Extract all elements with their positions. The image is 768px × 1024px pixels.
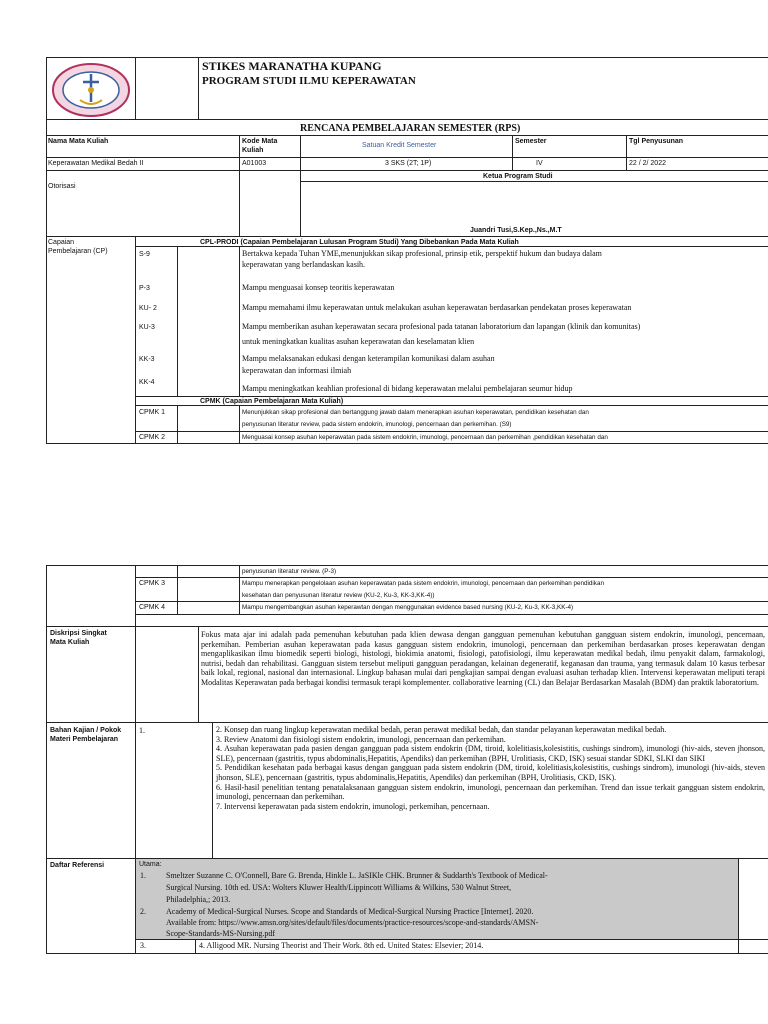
list-item: 2. Konsep dan ruang lingkup keperawatan medikal bedah, peran perawat medikal bedah, dan standar pelayanan keperawatan medikal bedah. xyxy=(216,725,667,734)
course-name-header: Nama Mata Kuliah xyxy=(48,138,109,145)
course-code-value: A01003 xyxy=(242,160,267,167)
cp-label: Capaian Pembelajaran (CP) xyxy=(48,239,108,255)
materials-label: Bahan Kajian / Pokok Materi Pembelajaran xyxy=(50,727,122,743)
institution-name: STIKES MARANATHA KUPANG xyxy=(202,59,382,73)
credits-value: 3 SKS (2T; 1P) xyxy=(385,160,432,167)
authorization-label: Otorisasi xyxy=(48,183,76,190)
materials-first-number: 1. xyxy=(139,726,145,735)
materials-list xyxy=(216,725,765,811)
date-value: 22 / 2/ 2022 xyxy=(629,160,666,167)
course-description: Fokus mata ajar ini adalah pada pemenuhan kebutuhan pada klien dewasa dengan gangguan pemenuhan kebutuhan gangguan sistem endokrin, imunologi, pencernaan, perkemihan. Pemberian asuhan keperawatan pada kasus gangguan sistem endokrin, imunologi, pencernaan dan perkemihan berdasarkan proses keperawatan dengan mengaplikasikan ilmu biomedik seperti biologi, histologi, biokimia anatomi, fisiologi, patofisiologi, ilmu keperawatan medikal bedah, ilmu penyakit dalam, farmakologi, nutrisi, bedah dan rehabilitasi. Gangguan sistem tersebut meliputi gangguan peradangan, kelainan degeneratif, keganasan dan trauma, yang termasuk dalam 10 kasus terbesar baik lokal, regional, nasional dan internasional. Lingkup bahasan mulai dari pengkajian sampai dengan evaluasi asuhan terhadap klien. Intervensi keperawatan meliputi terapi Modalitas Keperawatan pada berbagai kondisi termasuk terapi komplementer. collaborative learning (CL) dan Belajar Berdasarkan Masalah (BDM) dan praktik laboratorium. xyxy=(201,630,765,687)
reference-number: 3. xyxy=(140,941,146,950)
credits-header: Satuan Kredit Semester xyxy=(362,142,437,149)
description-label: Diskripsi Singkat Mata Kuliah xyxy=(50,630,107,646)
list-item: 6. Hasil-hasil penelitian tentang penatalaksanaan gangguan sistem endokrin, imunologi, pencernaan dan perkemihan. Trend dan issue terkait gangguan sistem endokrin, imunologi, pencernaan dan perkemihan. xyxy=(216,782,765,802)
semester-header: Semester xyxy=(515,138,547,145)
reference-item: 4. Alligood MR. Nursing Theorist and Their Work. 8th ed. United States: Elsevier; 2014. xyxy=(199,941,484,950)
head-of-program-label: Ketua Program Studi xyxy=(483,173,553,180)
course-code-header: Kode Mata Kuliah xyxy=(242,138,278,154)
list-item: 3. Review Anatomi dan fisiologi sistem endokrin, imunologi, pencernaan dan perkemihan. xyxy=(216,734,506,744)
program-name: PROGRAM STUDI ILMU KEPERAWATAN xyxy=(202,75,416,87)
document-title: RENCANA PEMBELAJARAN SEMESTER (RPS) xyxy=(300,123,521,134)
list-item: 4. Asuhan keperawatan pada pasien dengan gangguan pada sistem endokrin (DM, tiroid, kolelitiasis,kolesistitis, cushings sindrom), imunologi (hiv-aids, steven jhonson, SLE), pencernaan (gastritis, typus abdominalis,Hepatitis, Apendiks) dan perkemihan (BPH, Urolitiasis, CKD, ISK) sesuai standar SDKI, SLKI dan SIKI xyxy=(216,744,765,763)
semester-value: IV xyxy=(536,160,543,167)
cpmk2-continuation: penyusunan literatur review. (P-3) xyxy=(242,568,337,575)
head-of-program-name: Juandri Tusi,S.Kep.,Ns.,M.T xyxy=(470,227,562,234)
date-header: Tgl Penyusunan xyxy=(629,138,684,145)
list-item: 5. Pendidikan kesehatan pada berbagai kasus dengan gangguan pada sistem endokrin (DM, tiroid, kolelitiasis,kolesistitis, cushings sindrom), imunologi (hiv-aids, steven jhonson, SLE), pencernaan (gastritis, typus abdominalis,Hepatitis, Apendiks) dan perkemihan (BPH, Urolitiasis, CKD, ISK). xyxy=(216,763,765,782)
references-label: Daftar Referensi xyxy=(50,862,105,869)
cpmk-title: CPMK (Capaian Pembelajaran Mata Kuliah) xyxy=(200,398,344,405)
cpl-prodi-title: CPL-PRODI (Capaian Pembelajaran Lulusan Program Studi) Yang Dibebankan Pada Mata Kuliah xyxy=(200,239,519,246)
references-main-heading: Utama: xyxy=(139,861,162,868)
course-name-value: Keperawatan Medikal Bedah II xyxy=(48,160,144,167)
institution-logo xyxy=(50,62,132,118)
list-item: 7. Intervensi keperawatan pada sistem endokrin, imunologi, perkemihan, pencernaan. xyxy=(216,801,490,811)
